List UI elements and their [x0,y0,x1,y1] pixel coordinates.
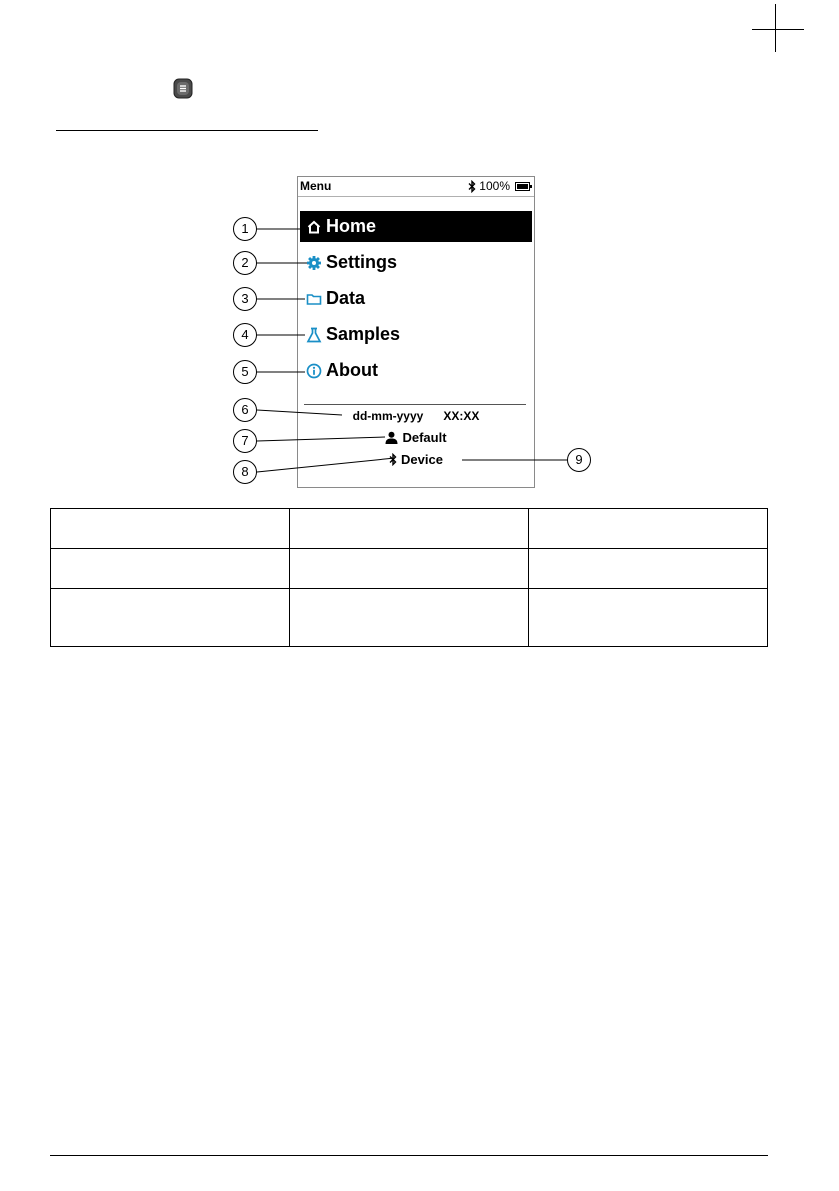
table-cell [290,589,529,647]
table-row [51,549,768,589]
menu-item-label: Samples [326,324,401,344]
date-time [298,409,534,423]
table-cell [529,589,768,647]
menu-key-icon [173,78,193,99]
callout-8: 8 [233,460,257,484]
status-indicators [468,179,530,193]
flask-icon [306,327,322,343]
connected-device[interactable] [298,452,534,467]
bluetooth-icon [389,453,397,466]
callout-6: 6 [233,398,257,422]
table-row [51,509,768,549]
user-name: Default [402,430,447,445]
table-cell [51,589,290,647]
device-screen [297,176,535,488]
battery-percent: 100% [479,179,510,193]
status-title: Menu [300,179,332,193]
callout-9: 9 [567,448,591,472]
menu-item-settings[interactable] [300,247,532,278]
menu-item-label: Home [326,216,377,236]
crop-mark-vertical [775,4,776,52]
info-icon [306,363,322,379]
menu-item-home[interactable] [300,211,532,242]
callout-7: 7 [233,429,257,453]
callout-4: 4 [233,323,257,347]
menu-item-about[interactable] [300,355,532,386]
folder-icon [306,291,322,307]
callout-2: 2 [233,251,257,275]
table-cell [529,509,768,549]
callout-legend-table [50,508,768,647]
home-icon [306,219,322,235]
footer-rule [50,1155,768,1156]
callout-5: 5 [233,360,257,384]
menu-item-label: About [326,360,378,380]
user-icon [385,431,398,444]
screen-divider [304,404,526,405]
table-cell [290,509,529,549]
table-row [51,589,768,647]
date-text: dd-mm-yyyy [352,409,424,423]
user-profile[interactable] [298,430,534,445]
battery-icon [515,182,530,191]
device-name: Device [401,452,443,467]
menu-item-samples[interactable] [300,319,532,350]
time-text: XX:XX [443,409,480,423]
gear-icon [306,255,322,271]
table-cell [51,549,290,589]
callout-3: 3 [233,287,257,311]
table-cell [529,549,768,589]
menu-item-label: Settings [326,252,398,272]
menu-item-label: Data [326,288,366,308]
menu-item-data[interactable] [300,283,532,314]
heading-underline [56,130,318,131]
table-cell [51,509,290,549]
table-cell [290,549,529,589]
crop-mark-horizontal [752,29,804,30]
callout-1: 1 [233,217,257,241]
status-bar [298,177,534,197]
bluetooth-icon [468,180,476,193]
